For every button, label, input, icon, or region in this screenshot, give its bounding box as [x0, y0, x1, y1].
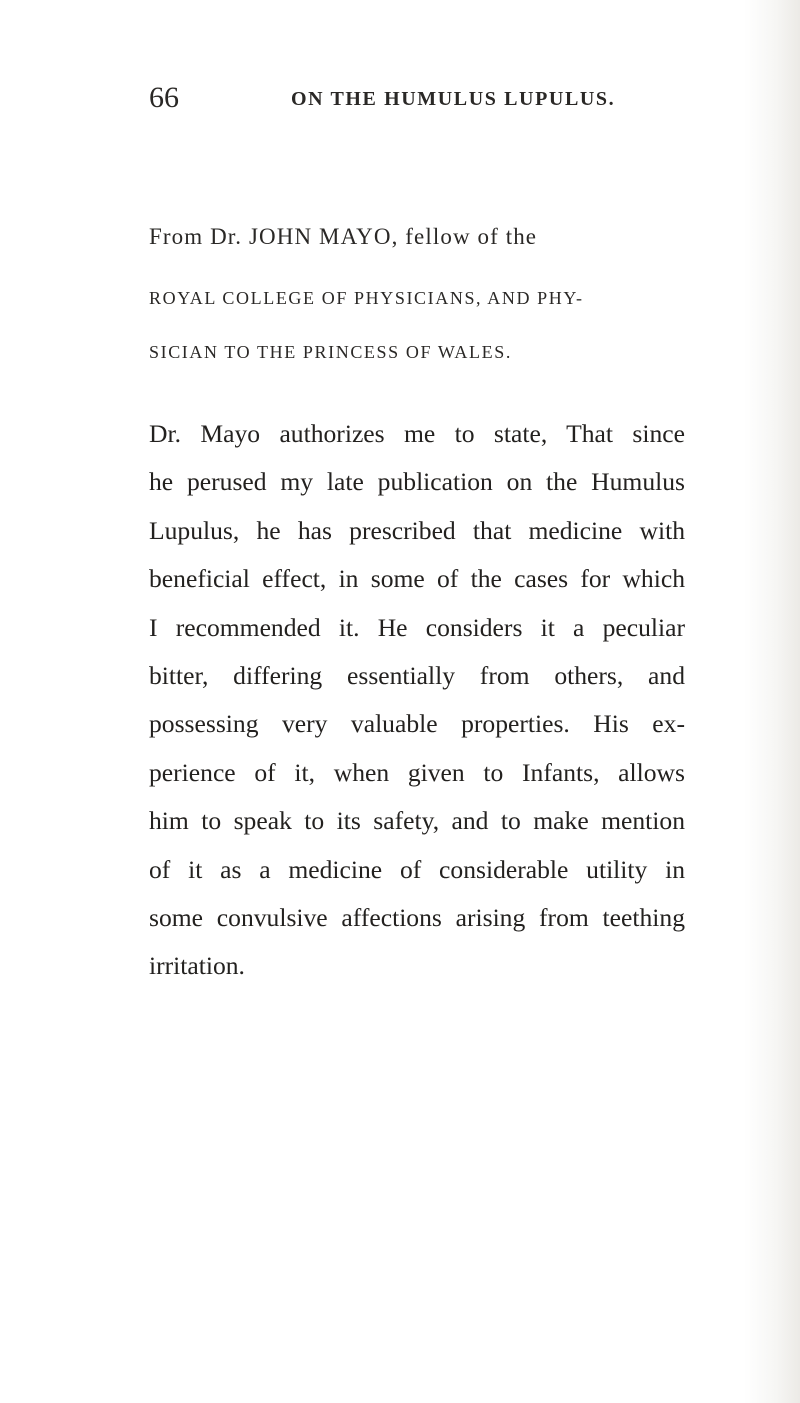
section-heading-line-3: SICIAN TO THE PRINCESS OF WALES. — [149, 342, 512, 362]
body-line: him to speak to its safety, and to make mention — [149, 806, 685, 836]
body-line: he perused my late publication on the Humulus — [149, 467, 685, 497]
page-header — [149, 78, 669, 118]
body-line: beneficial effect, in some of the cases for which — [149, 564, 685, 594]
body-paragraph — [149, 410, 685, 991]
body-line: of it as a medicine of considerable utility in — [149, 854, 685, 884]
section-heading-line-2: ROYAL COLLEGE OF PHYSICIANS, AND PHY- — [149, 288, 584, 308]
body-line: possessing very valuable properties. His ex- — [149, 709, 685, 739]
running-head: ON THE HUMULUS LUPULUS. — [291, 88, 616, 110]
body-line: irritation. — [149, 951, 245, 981]
section-heading-line-1: From Dr. JOHN MAYO, fellow of the — [149, 224, 538, 249]
body-line: bitter, differing essentially from others, and — [149, 660, 685, 690]
body-line: Dr. Mayo authorizes me to state, That since — [149, 419, 685, 448]
body-line: perience of it, when given to Infants, allows — [149, 757, 685, 787]
body-line: I recommended it. He considers it a peculiar — [149, 612, 685, 642]
body-line: Lupulus, he has prescribed that medicine with — [149, 515, 685, 545]
page-number: 66 — [149, 81, 179, 114]
body-line: some convulsive affections arising from teething — [149, 902, 685, 932]
